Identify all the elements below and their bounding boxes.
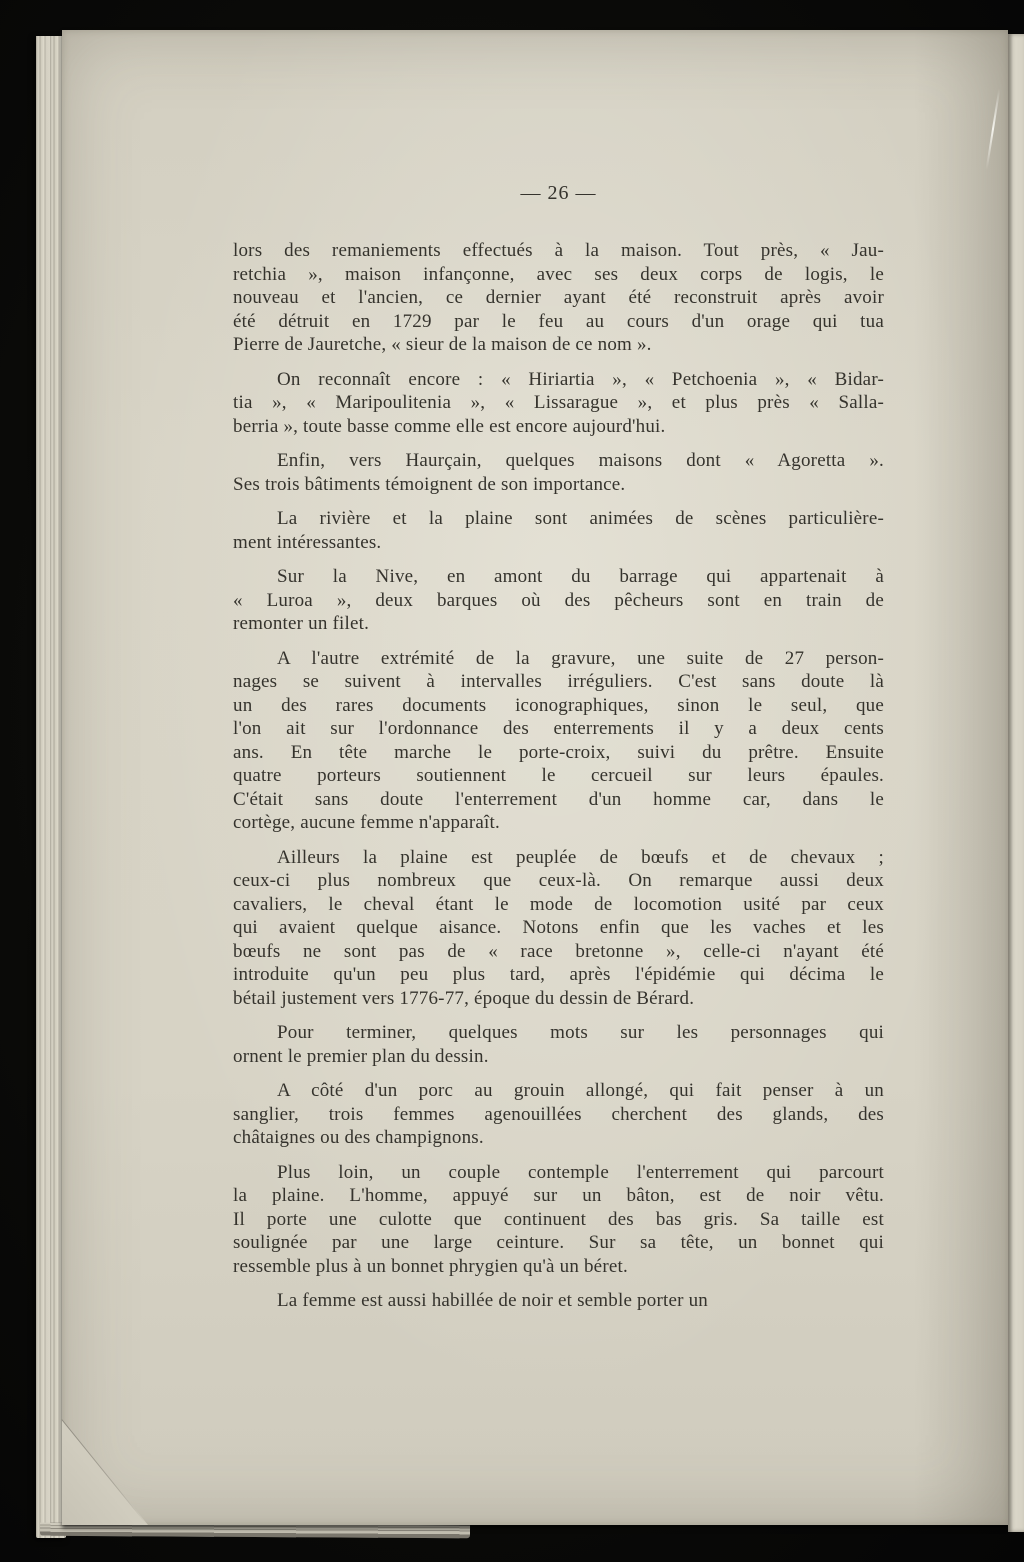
text-line: bétail justement vers 1776-77, époque du dessin de Bérard. [233, 987, 695, 1009]
page-text [233, 239, 884, 1313]
paragraph [233, 846, 884, 1011]
paragraph [233, 1021, 884, 1068]
text-line: La femme est aussi habillée de noir et semble porter un [277, 1290, 708, 1311]
text-line: Il porte une culotte que continuent des bas gris. Sa taille est [233, 1208, 884, 1230]
text-line: nages se suivent à intervalles irréguliers. C'est sans doute là [233, 671, 884, 692]
text-line: Plus loin, un couple contemple l'enterrement qui parcourt [277, 1161, 884, 1183]
text-line: A l'autre extrémité de la gravure, une suite de 27 person- [277, 647, 884, 669]
paragraph [233, 507, 884, 554]
text-line: Ses trois bâtiments témoignent de son importance. [233, 473, 626, 495]
text-line: Pierre de Jauretche, « sieur de la maison de ce nom ». [233, 334, 652, 355]
paragraph [233, 449, 884, 496]
text-line: la plaine. L'homme, appuyé sur un bâton, est de noir vêtu. [233, 1185, 884, 1206]
page-stack-bottom-edges [40, 1523, 470, 1539]
text-line: lors des remaniements effectués à la maison. Tout près, « Jau- [233, 240, 884, 261]
text-line: introduite qu'un peu plus tard, après l'épidémie qui décima le [233, 964, 884, 985]
text-line: ornent le premier plan du dessin. [233, 1045, 489, 1067]
paragraph [233, 239, 884, 357]
text-line: remonter un filet. [233, 613, 370, 634]
text-line: cavaliers, le cheval étant le mode de locomotion usité par ceux [233, 893, 884, 915]
text-line: un des rares documents iconographiques, sinon le seul, que [233, 694, 884, 716]
text-line: bœufs ne sont pas de « race bretonne », celle-ci n'ayant été [233, 940, 884, 962]
paragraph [233, 1161, 884, 1279]
text-line: ressemble plus à un bonnet phrygien qu'à un béret. [233, 1255, 628, 1277]
text-line: Pour terminer, quelques mots sur les personnages qui [277, 1022, 884, 1043]
paragraph [233, 565, 884, 636]
paper-crease-highlight [986, 88, 1001, 169]
paragraph [233, 1289, 884, 1313]
text-line: nouveau et l'ancien, ce dernier ayant été reconstruit après avoir [233, 287, 884, 308]
text-line: C'était sans doute l'enterrement d'un homme car, dans le [233, 788, 884, 810]
paragraph [233, 1079, 884, 1150]
text-line: Enfin, vers Haurçain, quelques maisons dont « Agoretta ». [277, 450, 884, 471]
text-line: Ailleurs la plaine est peuplée de bœufs et de chevaux ; [277, 846, 884, 868]
text-line: ceux-ci plus nombreux que ceux-là. On remarque aussi deux [233, 870, 884, 891]
text-line: ment intéressantes. [233, 531, 382, 553]
text-line: soulignée par une large ceinture. Sur sa tête, un bonnet qui [233, 1232, 884, 1253]
text-line: A côté d'un porc au grouin allongé, qui fait penser à un [277, 1080, 884, 1101]
text-line: berria », toute basse comme elle est encore aujourd'hui. [233, 415, 666, 437]
page-number: — 26 — [520, 182, 597, 204]
text-line: été détruit en 1729 par le feu au cours d'un orage qui tua [233, 310, 884, 332]
text-line: retchia », maison infançonne, avec ses deux corps de logis, le [233, 263, 884, 285]
paragraph [233, 368, 884, 439]
text-line: sanglier, trois femmes agenouillées cherchent des glands, des [233, 1103, 884, 1125]
text-line: châtaignes ou des champignons. [233, 1127, 484, 1148]
adjacent-page-edge [1008, 34, 1024, 1532]
text-line: On reconnaît encore : « Hiriartia », « Petchoenia », « Bidar- [277, 368, 884, 390]
paragraph [233, 647, 884, 835]
text-line: La rivière et la plaine sont animées de scènes particulière- [277, 508, 884, 529]
text-line: Sur la Nive, en amont du barrage qui appartenait à [277, 566, 884, 587]
text-line: tia », « Maripoulitenia », « Lissarague », et plus près « Salla- [233, 392, 884, 413]
text-line: « Luroa », deux barques où des pêcheurs sont en train de [233, 589, 884, 611]
text-line: ans. En tête marche le porte-croix, suivi du prêtre. Ensuite [233, 741, 884, 763]
text-column [233, 181, 884, 1313]
text-line: cortège, aucune femme n'apparaît. [233, 812, 500, 833]
text-line: l'on ait sur l'ordonnance des enterrements il y a deux cents [233, 718, 884, 739]
text-line: qui avaient quelque aisance. Notons enfin que les vaches et les [233, 917, 884, 938]
book-page [62, 30, 1008, 1525]
text-line: quatre porteurs soutiennent le cercueil sur leurs épaules. [233, 765, 884, 786]
